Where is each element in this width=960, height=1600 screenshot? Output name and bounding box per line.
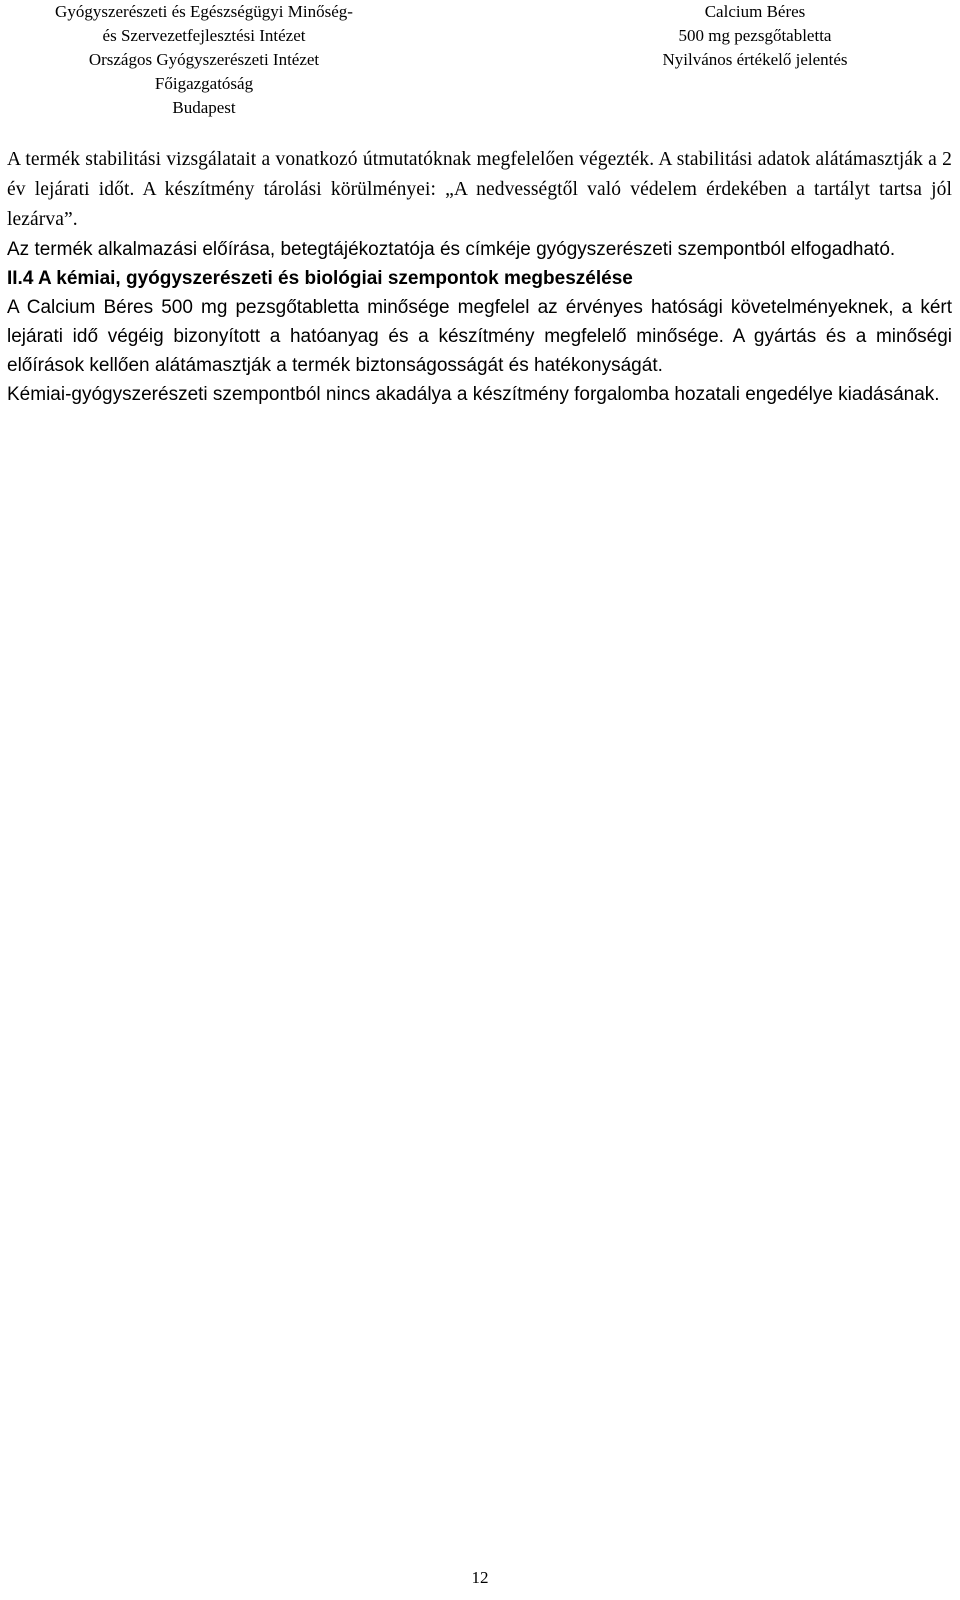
section-heading: II.4 A kémiai, gyógyszerészeti és biológiai szempontok megbeszélése <box>7 268 633 289</box>
report-type: Nyilvános értékelő jelentés <box>662 50 848 69</box>
institution-line-2: és Szervezetfejlesztési Intézet <box>102 26 306 45</box>
page-number: 12 <box>471 1568 489 1587</box>
header-institution <box>14 0 394 120</box>
document-body <box>7 145 952 409</box>
page-header <box>0 0 960 120</box>
stability-paragraph: A termék stabilitási vizsgálatait a vonatkozó útmutatóknak megfelelően végezték. A stabilitási adatok alátámasztják a 2 év lejárati időt. A készítmény tárolási körülményei: „A nedvességtől való védelem érdekében a tartályt tartsa jól lezárva”. <box>7 149 952 230</box>
institution-line-5: Budapest <box>172 98 236 117</box>
conclusion-paragraph: Kémiai-gyógyszerészeti szempontból nincs akadálya a készítmény forgalomba hozatali engedélye kiadásának. <box>7 384 940 405</box>
labeling-paragraph: Az termék alkalmazási előírása, betegtájékoztatója és címkéje gyógyszerészeti szempontból elfogadható. <box>7 239 896 260</box>
institution-line-1: Gyógyszerészeti és Egészségügyi Minőség- <box>55 2 353 21</box>
product-form: 500 mg pezsgőtabletta <box>678 26 832 45</box>
product-name: Calcium Béres <box>704 2 806 21</box>
quality-paragraph: A Calcium Béres 500 mg pezsgőtabletta minősége megfelel az érvényes hatósági követelményeknek, a kért lejárati idő végéig bizonyított a hatóanyag és a készítmény megfelelő minősége. A gyártás és a minőségi előírások kellően alátámasztják a termék biztonságosságát és hatékonyságát. <box>7 297 952 376</box>
header-product <box>565 0 945 72</box>
institution-line-3: Országos Gyógyszerészeti Intézet <box>88 50 320 69</box>
institution-line-4: Főigazgatóság <box>154 74 254 93</box>
